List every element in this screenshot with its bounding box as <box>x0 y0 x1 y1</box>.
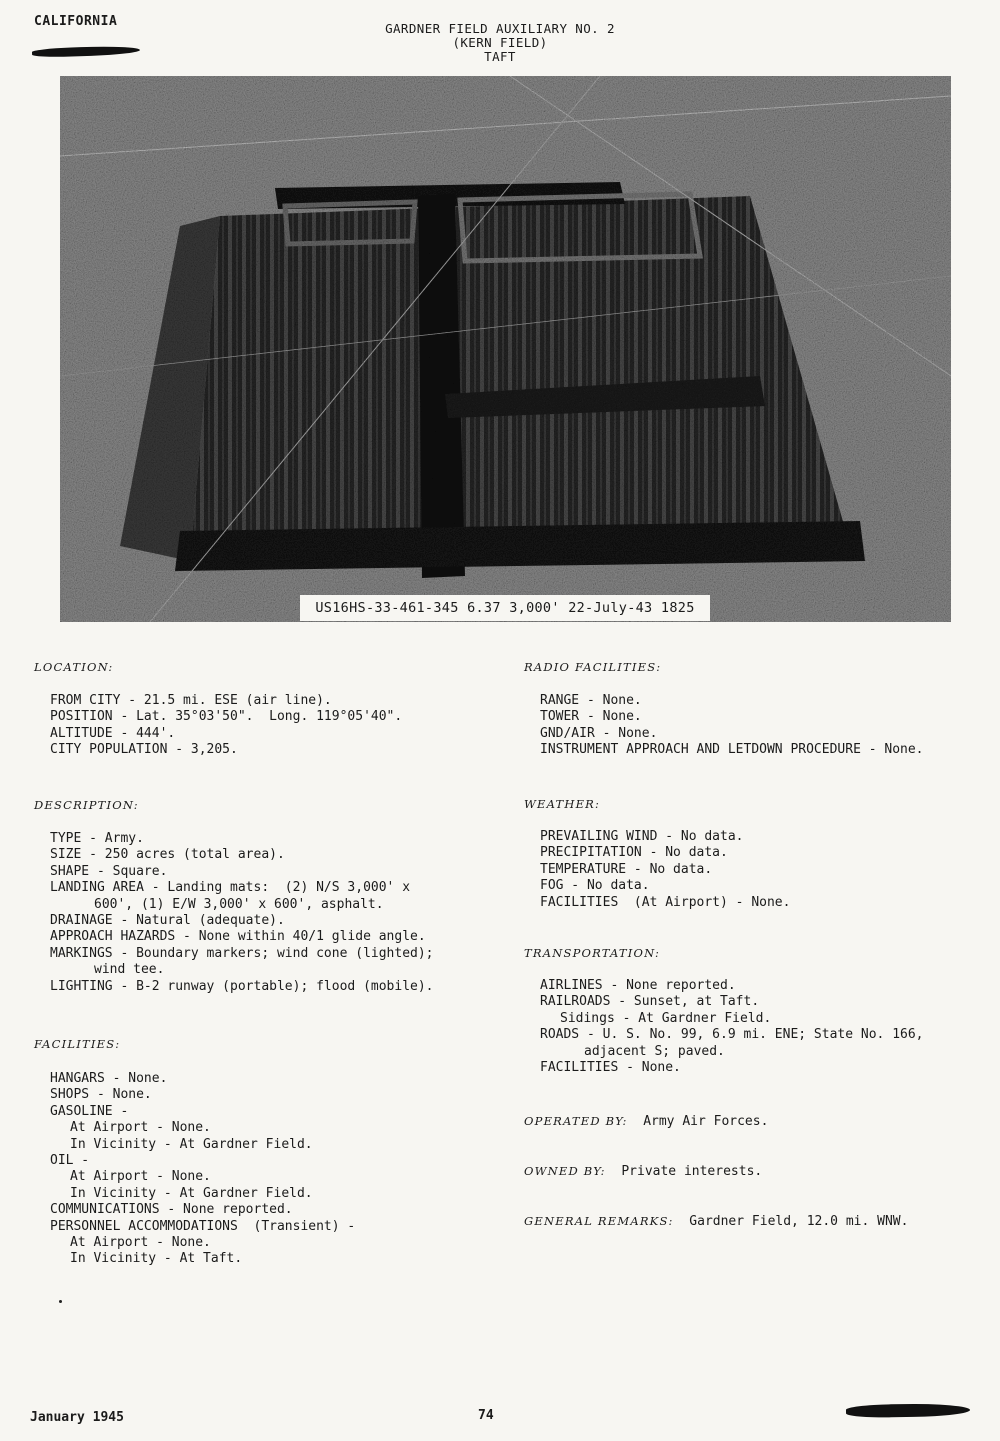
weather-heading: WEATHER: <box>524 797 601 811</box>
weather-section <box>540 829 790 911</box>
redaction-mark <box>846 1403 970 1418</box>
description-line: DRAINAGE - Natural (adequate). <box>50 913 285 929</box>
description-line: SIZE - 250 acres (total area). <box>50 847 285 863</box>
radio-section <box>540 693 924 759</box>
location-line: FROM CITY - 21.5 mi. ESE (air line). <box>50 693 332 708</box>
facilities-line: In Vicinity - At Gardner Field. <box>70 1185 313 1201</box>
owned-by-heading: OWNED BY: <box>524 1164 606 1178</box>
transportation-line: adjacent S; paved. <box>584 1043 725 1059</box>
photo-caption: US16HS-33-461-345 6.37 3,000' 22-July-43 1825 <box>300 595 710 621</box>
description-line: wind tee. <box>94 962 165 978</box>
weather-line: TEMPERATURE - No data. <box>540 861 713 877</box>
title-line: (KERN FIELD) <box>452 35 548 50</box>
facilities-line: SHOPS - None. <box>50 1087 152 1103</box>
page-number: 74 <box>478 1408 494 1423</box>
radio-line: RANGE - None. <box>540 693 642 708</box>
page-title <box>0 22 1000 64</box>
facilities-line: COMMUNICATIONS - None reported. <box>50 1202 293 1218</box>
transportation-line: AIRLINES - None reported. <box>540 978 736 993</box>
aerial-photo-graphic <box>60 76 951 622</box>
transportation-line: ROADS - U. S. No. 99, 6.9 mi. ENE; State No. 166, <box>540 1027 924 1043</box>
footer-date: January 1945 <box>30 1410 124 1425</box>
radio-heading: RADIO FACILITIES: <box>524 660 662 674</box>
description-line: MARKINGS - Boundary markers; wind cone (lighted); <box>50 945 434 961</box>
aerial-photo <box>60 76 951 622</box>
description-line: 600', (1) E/W 3,000' x 600', asphalt. <box>94 896 384 912</box>
location-line: POSITION - Lat. 35°03'50". Long. 119°05'40". <box>50 709 403 725</box>
general-remarks-heading: GENERAL REMARKS: <box>524 1214 674 1228</box>
facilities-line: HANGARS - None. <box>50 1071 168 1086</box>
operated-by-heading: OPERATED BY: <box>524 1114 628 1128</box>
description-line: LANDING AREA - Landing mats: (2) N/S 3,000' x <box>50 880 411 896</box>
description-line: TYPE - Army. <box>50 831 144 846</box>
facilities-line: In Vicinity - At Gardner Field. <box>70 1136 313 1152</box>
description-line: SHAPE - Square. <box>50 863 168 879</box>
facilities-heading: FACILITIES: <box>34 1037 121 1051</box>
location-heading: LOCATION: <box>34 660 114 674</box>
operated-by <box>524 1113 768 1130</box>
facilities-line: OIL - <box>50 1153 90 1169</box>
facilities-line: At Airport - None. <box>70 1120 211 1136</box>
weather-line: FOG - No data. <box>540 878 650 894</box>
description-section <box>50 831 434 995</box>
transportation-section <box>540 978 924 1076</box>
owned-by-value: Private interests. <box>621 1164 763 1179</box>
owned-by <box>524 1163 762 1180</box>
title-line: TAFT <box>484 49 516 64</box>
location-line: CITY POPULATION - 3,205. <box>50 742 238 758</box>
title-line: GARDNER FIELD AUXILIARY NO. 2 <box>385 21 615 36</box>
radio-line: TOWER - None. <box>540 709 642 725</box>
weather-line: FACILITIES (At Airport) - None. <box>540 894 791 910</box>
facilities-line: In Vicinity - At Taft. <box>70 1251 243 1267</box>
description-line: LIGHTING - B-2 runway (portable); flood (mobile). <box>50 978 434 994</box>
facilities-line: At Airport - None. <box>70 1169 211 1185</box>
weather-line: PRECIPITATION - No data. <box>540 845 728 861</box>
facilities-section <box>50 1071 355 1268</box>
specks <box>59 1300 62 1303</box>
state-label: CALIFORNIA <box>34 14 118 29</box>
facilities-line: At Airport - None. <box>70 1235 211 1251</box>
facilities-line: PERSONNEL ACCOMMODATIONS (Transient) - <box>50 1218 356 1234</box>
location-line: ALTITUDE - 444'. <box>50 725 176 741</box>
operated-by-value: Army Air Forces. <box>643 1114 769 1129</box>
transportation-line: Sidings - At Gardner Field. <box>560 1010 772 1026</box>
transportation-line: RAILROADS - Sunset, at Taft. <box>540 994 760 1010</box>
radio-line: GND/AIR - None. <box>540 725 658 741</box>
radio-line: INSTRUMENT APPROACH AND LETDOWN PROCEDURE - None. <box>540 742 924 758</box>
weather-line: PREVAILING WIND - No data. <box>540 829 744 844</box>
transportation-line: FACILITIES - None. <box>540 1060 681 1076</box>
description-line: APPROACH HAZARDS - None within 40/1 glide angle. <box>50 929 426 945</box>
general-remarks <box>524 1213 908 1230</box>
location-section <box>50 693 402 759</box>
general-remarks-value: Gardner Field, 12.0 mi. WNW. <box>689 1214 909 1229</box>
description-heading: DESCRIPTION: <box>34 798 139 812</box>
facilities-line: GASOLINE - <box>50 1103 129 1119</box>
transportation-heading: TRANSPORTATION: <box>524 946 661 960</box>
